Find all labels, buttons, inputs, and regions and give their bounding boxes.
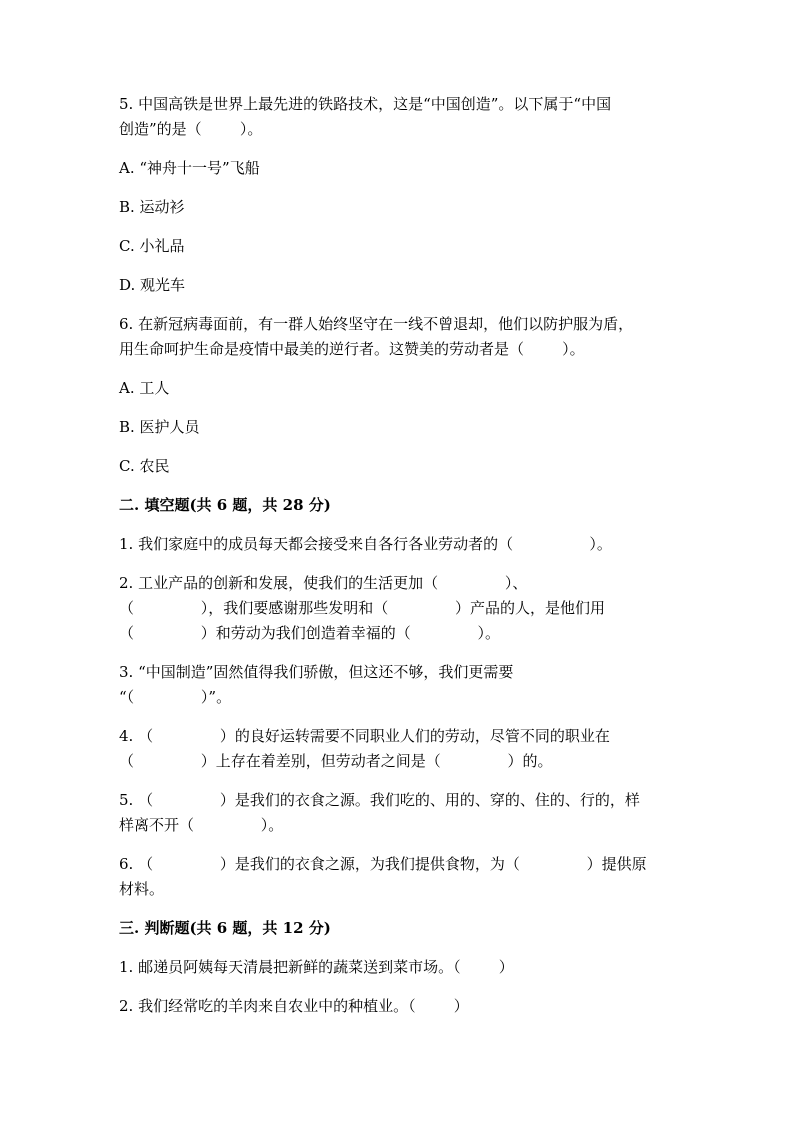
option-a: A. 工人 [119,379,170,397]
option-c: C. 小礼品 [119,237,185,255]
fill-question-1: 1. 我们家庭中的成员每天都会接受来自各行各业劳动者的（ ）。 [119,535,612,553]
option-b: B. 医护人员 [119,418,200,436]
question-text: 2. 工业产品的创新和发展，使我们的生活更加（ ）、 [119,574,528,592]
question-text: （ ）上存在着差别，但劳动者之间是（ ）的。 [119,752,553,770]
fill-question-5 [119,788,677,838]
option-b: B. 运动衫 [119,198,185,216]
question-text: 6. 在新冠病毒面前，有一群人始终坚守在一线不曾退却，他们以防护服为盾， [119,315,634,333]
question-text: （ ），我们要感谢那些发明和（ ）产品的人，是他们用 [119,599,606,617]
fill-question-3 [119,660,677,710]
fill-question-2 [119,571,677,646]
fill-question-6 [119,852,677,902]
question-text: 3. “中国制造”固然值得我们骄傲，但这还不够，我们更需要 [119,663,514,681]
question-text: 5. 中国高铁是世界上最先进的铁路技术，这是“中国创造”。以下属于“中国 [119,95,612,113]
question-text: （ ）和劳动为我们创造着幸福的（ ）。 [119,624,501,642]
question-text: 4. （ ）的良好运转需要不同职业人们的劳动，尽管不同的职业在 [119,727,610,745]
option-c: C. 农民 [119,457,170,475]
exam-page [119,92,677,1019]
question-text: 5. （ ）是我们的衣食之源。我们吃的、用的、穿的、住的、行的，样 [119,791,640,809]
fill-question-4 [119,724,677,774]
section-heading-fill-in: 二. 填空题(共 6 题，共 28 分) [119,496,331,514]
question-text: 6. （ ）是我们的衣食之源，为我们提供食物，为（ ）提供原 [119,855,647,873]
judge-question-1: 1. 邮递员阿姨每天清晨把新鲜的蔬菜送到菜市场。（ ） [119,958,514,976]
question-text: 创造”的是（ ）。 [119,120,263,138]
question-text: 用生命呵护生命是疫情中最美的逆行者。这赞美的劳动者是（ ）。 [119,340,585,358]
option-d: D. 观光车 [119,276,186,294]
choice-question-6 [119,312,677,362]
option-a: A. “神舟十一号”飞船 [119,159,260,177]
question-text: 材料。 [119,880,165,898]
question-text: “（ ）”。 [119,688,232,706]
choice-question-5 [119,92,677,142]
section-heading-true-false: 三. 判断题(共 6 题，共 12 分) [119,919,331,937]
judge-question-2: 2. 我们经常吃的羊肉来自农业中的种植业。（ ） [119,997,469,1015]
question-text: 样离不开（ ）。 [119,816,284,834]
